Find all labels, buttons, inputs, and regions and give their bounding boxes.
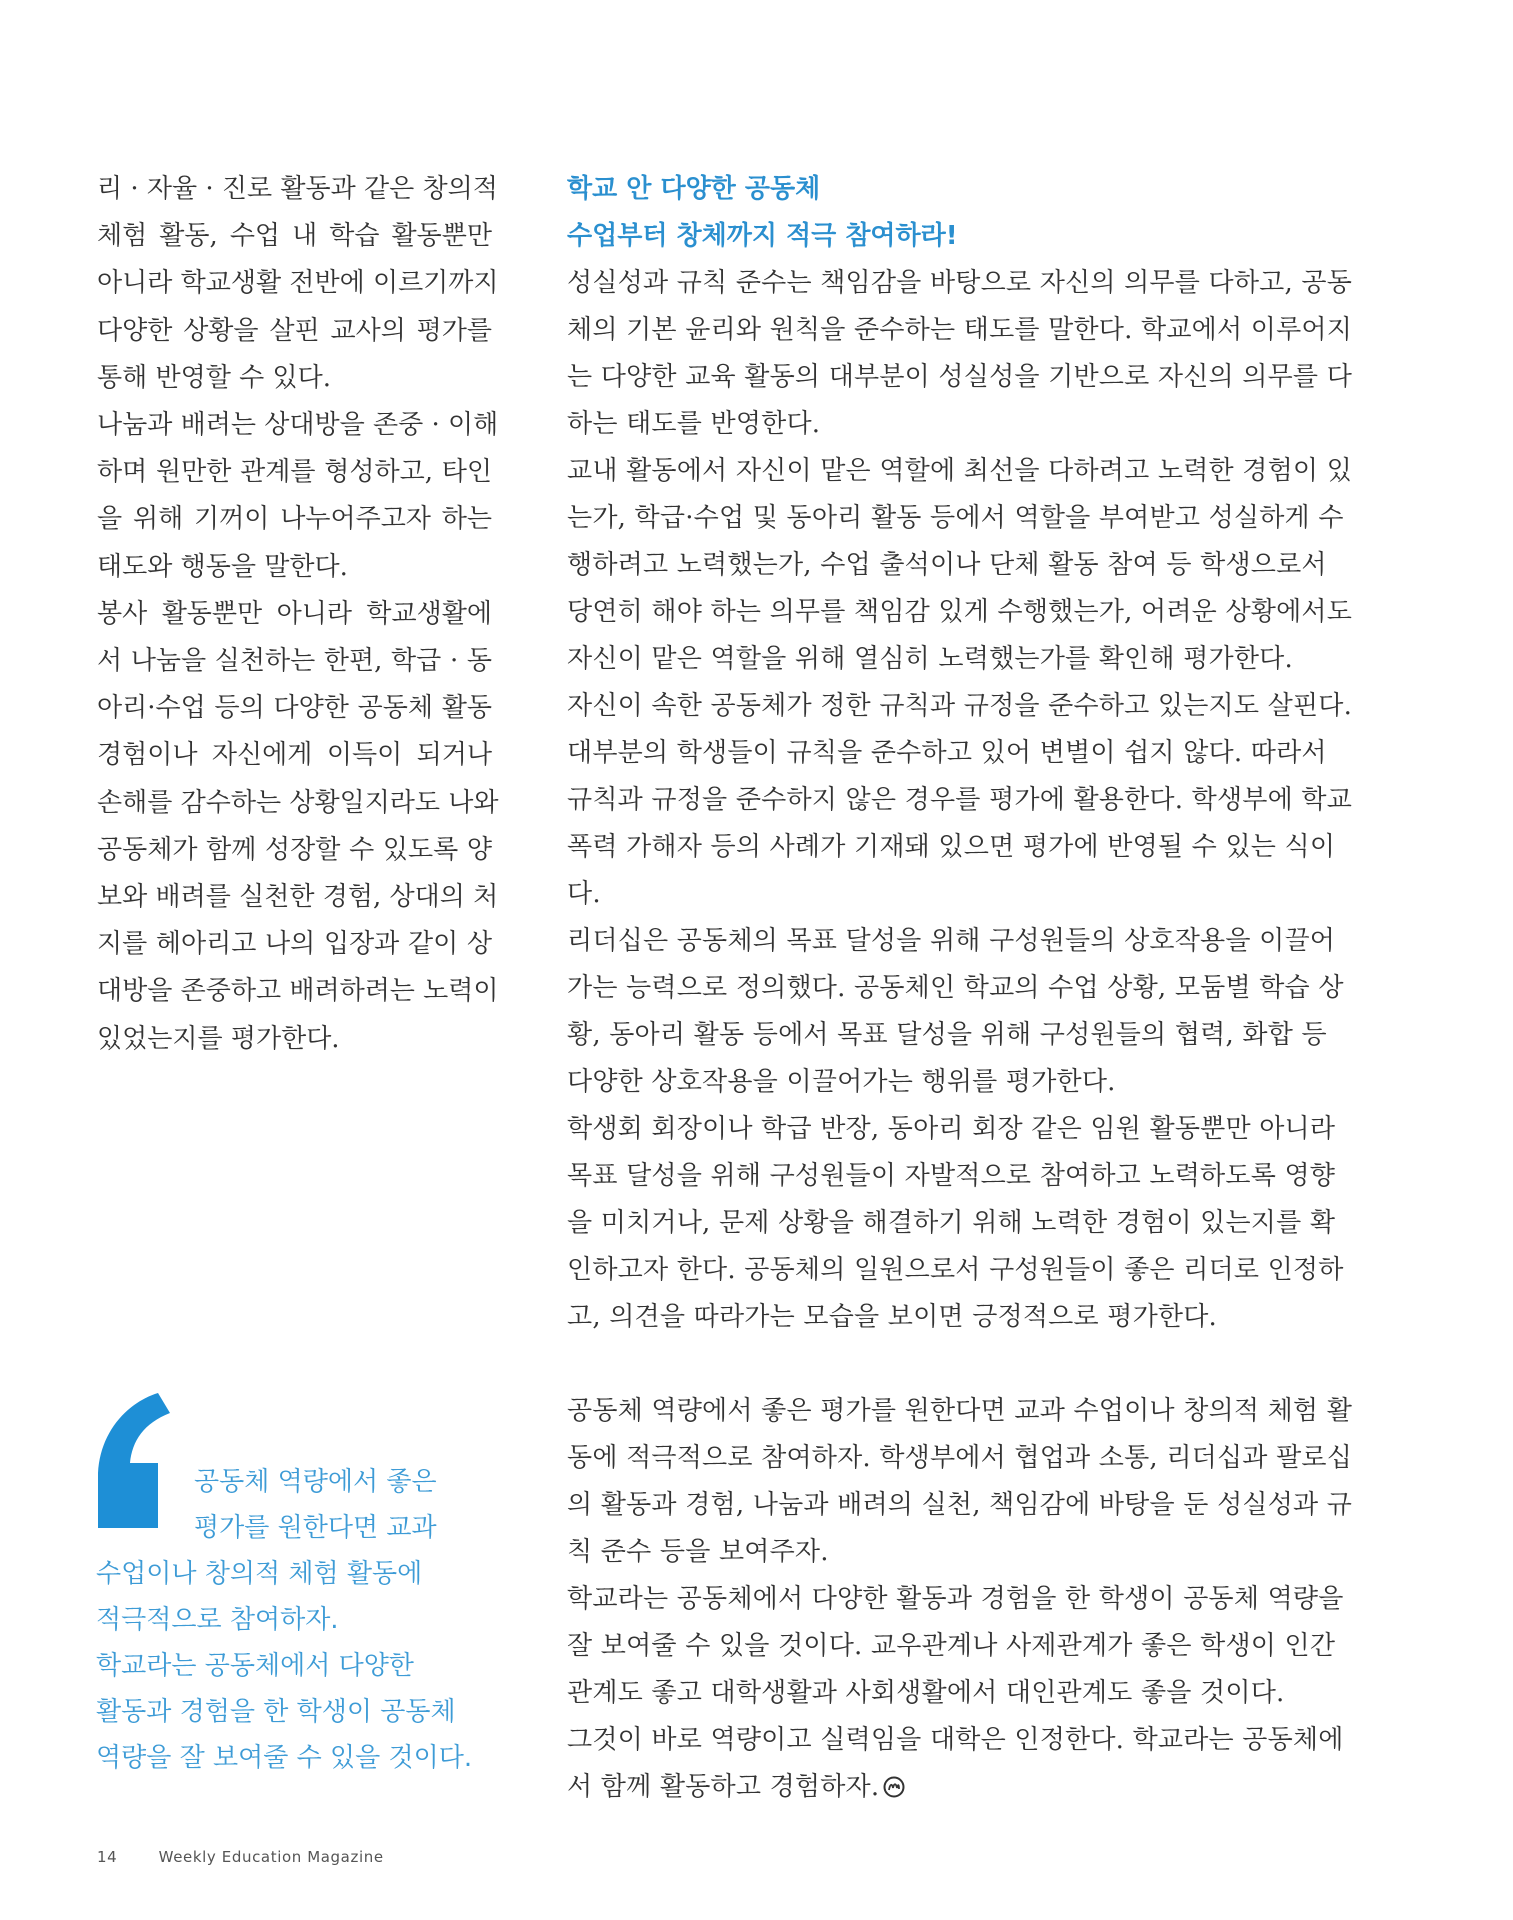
left-line: 공동체가 함께 성장할 수 있도록 양 [97,834,492,865]
left-line: 봉사 활동뿐만 아니라 학교생활에 [97,598,492,629]
pull-quote-line: 적극적으로 참여하자. [96,1605,339,1635]
body-paragraph: 교내 활동에서 자신이 맡은 역할에 최선을 다하려고 노력한 경험이 있는가, 학급·수업 및 동아리 활동 등에서 역할을 부여받고 성실하게 수행하려고 노력했는가, 수업 출석이나 단체 활동 참여 등 학생으로서 당연히 해야 하는 의무를 책임감 있게 수행했는가, 어려운 상황에서도 자신이 맡은 역할을 위해 열심히 노력했는가를 확인해 평가한다. [567,456,1353,674]
left-line: 서 나눔을 실천하는 한편, 학급 · 동 [97,646,492,677]
left-line: 을 위해 기꺼이 나누어주고자 하는 [97,504,492,535]
paragraph-gap [567,1341,1357,1388]
body-paragraph: 학교라는 공동체에서 다양한 활동과 경험을 한 학생이 공동체 역량을 잘 보여줄 수 있을 것이다. 교우관계나 사제관계가 좋은 학생이 인간관계도 좋고 대학생활과 사회생활에서 대인관계도 좋을 것이다. [567,1584,1344,1708]
left-line: 통해 반영할 수 있다. [97,362,331,393]
left-line: 체험 활동, 수업 내 학습 활동뿐만 [97,221,492,252]
left-line: 하며 원만한 관계를 형성하고, 타인 [97,457,492,488]
left-line: 대방을 존중하고 배려하려는 노력이 [97,976,499,1007]
left-line: 아니라 학교생활 전반에 이르기까지 [97,268,499,299]
pull-quote-text [96,1459,496,1781]
body-paragraph: 성실성과 규칙 준수는 책임감을 바탕으로 자신의 의무를 다하고, 공동체의 기본 윤리와 원칙을 준수하는 태도를 말한다. 학교에서 이루어지는 다양한 교육 활동의 대부분이 성실성을 기반으로 자신의 의무를 다하는 태도를 반영한다. [567,268,1353,439]
right-column [567,166,1357,1811]
page-number: 14 [97,1848,118,1866]
body-paragraph: 리더십은 공동체의 목표 달성을 위해 구성원들의 상호작용을 이끌어가는 능력으로 정의했다. 공동체인 학교의 수업 상황, 모둠별 학습 상황, 동아리 활동 등에서 목표 달성을 위해 구성원들의 협력, 화합 등 다양한 상호작용을 이끌어가는 행위를 평가한다. [567,926,1344,1097]
left-line: 경험이나 자신에게 이득이 되거나 [97,740,492,771]
body-paragraph: 자신이 속한 공동체가 정한 규칙과 규정을 준수하고 있는지도 살핀다. 대부분의 학생들이 규칙을 준수하고 있어 변별이 쉽지 않다. 따라서 규칙과 규정을 준수하지 않은 경우를 평가에 활용한다. 학생부에 학교폭력 가해자 등의 사례가 기재돼 있으면 평가에 반영될 수 있는 식이다. [567,691,1353,909]
pull-quote-line: 수업이나 창의적 체험 활동에 [96,1559,423,1589]
closing-text: 그것이 바로 역량이고 실력임을 대학은 인정한다. 학교라는 공동체에서 함께 활동하고 경험하자. [567,1725,1344,1802]
pull-quote-line: 역량을 잘 보여줄 수 있을 것이다. [96,1743,473,1773]
pull-quote-line: 평가를 원한다면 교과 [194,1513,437,1543]
magazine-end-mark-icon [883,1776,905,1798]
body-paragraph: 공동체 역량에서 좋은 평가를 원한다면 교과 수업이나 창의적 체험 활동에 적극적으로 참여하자. 학생부에서 협업과 소통, 리더십과 팔로십의 활동과 경험, 나눔과 배려의 실천, 책임감에 바탕을 둔 성실성과 규칙 준수 등을 보여주자. [567,1396,1353,1567]
closing-paragraph [567,1717,1357,1811]
left-line: 있었는지를 평가한다. [97,1023,340,1054]
left-line: 아리·수업 등의 다양한 공동체 활동 [97,693,492,724]
body-paragraph: 학생회 회장이나 학급 반장, 동아리 회장 같은 임원 활동뿐만 아니라 목표 달성을 위해 구성원들이 자발적으로 참여하고 노력하도록 영향을 미치거나, 문제 상황을 해결하기 위해 노력한 경험이 있는지를 확인하고자 한다. 공동체의 일원으로서 구성원들이 좋은 리더로 인정하고, 의견을 따라가는 모습을 보이면 긍정적으로 평가한다. [567,1114,1344,1332]
left-line: 지를 헤아리고 나의 입장과 같이 상 [97,929,492,960]
left-line: 태도와 행동을 말한다. [97,551,348,582]
magazine-name: Weekly Education Magazine [158,1848,384,1866]
section-heading-line-1: 학교 안 다양한 공동체 [567,174,821,204]
left-line: 리 · 자율 · 진로 활동과 같은 창의적 [97,174,498,204]
section-heading-line-2: 수업부터 창체까지 적극 참여하라! [567,221,958,251]
left-line: 손해를 감수하는 상황일지라도 나와 [97,787,499,818]
pull-quote-line: 공동체 역량에서 좋은 [194,1467,437,1497]
left-line: 나눔과 배려는 상대방을 존중 · 이해 [97,410,499,441]
pull-quote-line: 활동과 경험을 한 학생이 공동체 [96,1697,456,1727]
left-column [97,166,499,1063]
left-line: 다양한 상황을 살핀 교사의 평가를 [97,315,492,346]
left-line: 보와 배려를 실천한 경험, 상대의 처 [97,882,499,913]
page-footer [97,1848,384,1866]
pull-quote-line: 학교라는 공동체에서 다양한 [96,1651,414,1681]
